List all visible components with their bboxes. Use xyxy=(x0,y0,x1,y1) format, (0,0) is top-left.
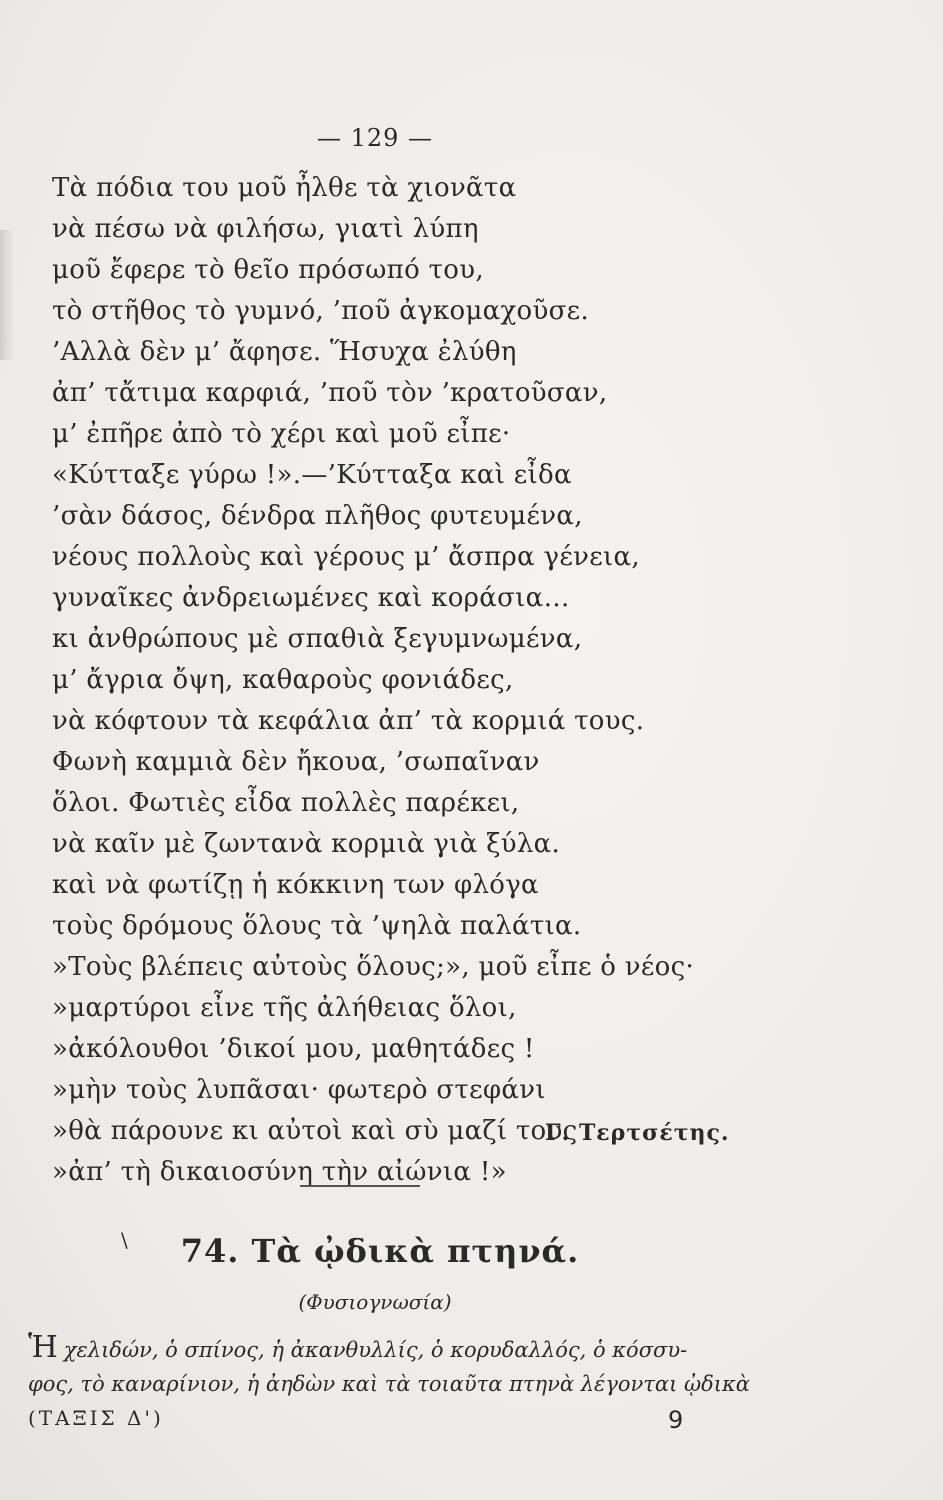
poem-line: νέους πολλοὺς καὶ γέρους μ’ ἄσπρα γένεια, xyxy=(52,542,640,572)
poem-line: μοῦ ἔφερε τὸ θεῖο πρόσωπό του, xyxy=(52,255,484,285)
poem-line: μ’ ἄγρια ὄψη, καθαροὺς φονιάδες, xyxy=(52,665,514,695)
poem-line: νὰ καῖν μὲ ζωντανὰ κορμιὰ γιὰ ξύλα. xyxy=(52,829,561,859)
poem-line: ὅλοι. Φωτιὲς εἶδα πολλὲς παρέκει, xyxy=(52,788,520,818)
poem-line: »ἀπ’ τὴ δικαιοσύνη τὴν αἰώνια !» xyxy=(52,1157,507,1187)
poem-line: ’Αλλὰ δὲν μ’ ἄφησε. Ἥσυχα ἐλύθη xyxy=(52,337,517,367)
section-divider xyxy=(300,1185,420,1187)
poem xyxy=(52,168,694,1193)
signature-number: 9 xyxy=(668,1406,684,1434)
poem-line: Τὰ πόδια του μοῦ ἦλθε τὰ χιονᾶτα xyxy=(52,173,517,203)
poem-line: «Κύτταξε γύρω !».—’Κύτταξα καὶ εἶδα xyxy=(52,460,572,490)
poem-line: νὰ κόφτουν τὰ κεφάλια ἀπ’ τὰ κορμιά τους. xyxy=(52,706,645,736)
poem-line: ἀπ’ τἄτιμα καρφιά, ’ποῦ τὸν ’κρατοῦσαν, xyxy=(52,378,608,408)
poem-line: »μὴν τοὺς λυπᾶσαι· φωτερὸ στεφάνι xyxy=(52,1075,546,1105)
prose-line xyxy=(28,1366,768,1402)
poem-line: γυναῖκες ἀνδρειωμένες καὶ κοράσια… xyxy=(52,583,570,613)
poem-line: »ἀκόλουθοι ’δικοί μου, μαθητάδες ! xyxy=(52,1034,535,1064)
poem-line: τὸ στῆθος τὸ γυμνό, ’ποῦ ἀγκομαχοῦσε. xyxy=(52,296,590,326)
poem-author: Γ. Τερτσέτης. xyxy=(545,1120,730,1146)
poem-line: »θὰ πάρουνε κι αὐτοὶ καὶ σὺ μαζί τους xyxy=(52,1116,578,1146)
poem-line: Φωνὴ καμμιὰ δὲν ἤκουα, ’σωπαῖναν xyxy=(52,747,540,777)
drop-cap: Ἡ xyxy=(28,1330,58,1365)
poem-line: νὰ πέσω νὰ φιλήσω, γιατὶ λύπη xyxy=(52,214,479,244)
section-title: 74. Τὰ ᾠδικὰ πτηνά. xyxy=(180,1232,580,1270)
page-number: — 129 — xyxy=(316,124,434,152)
poem-line: »Τοὺς βλέπεις αὐτοὺς ὅλους;», μοῦ εἶπε ὁ νέος· xyxy=(52,952,695,982)
page-binding-shadow xyxy=(0,230,14,360)
poem-line: μ’ ἐπῆρε ἀπὸ τὸ χέρι καὶ μοῦ εἶπε· xyxy=(52,419,511,449)
poem-line: τοὺς δρόμους ὅλους τὰ ’ψηλὰ παλάτια. xyxy=(52,911,582,941)
margin-mark: \ xyxy=(121,1228,128,1252)
poem-line: καὶ νὰ φωτίζῃ ἡ κόκκινη των φλόγα xyxy=(52,870,539,900)
signature-mark: (ΤΑΞΙΣ Δ') xyxy=(28,1406,164,1430)
poem-line: κι ἀνθρώπους μὲ σπαθιὰ ξεγυμνωμένα, xyxy=(52,624,583,654)
prose-text: χελιδών, ὁ σπίνος, ἡ ἀκανθυλλίς, ὁ κορυδαλλός, ὁ κόσσυ- xyxy=(63,1338,688,1362)
section-subtitle: (Φυσιογνωσία) xyxy=(298,1290,452,1314)
prose-text: φος, τὸ καναρίνιον, ἡ ἀηδὼν καὶ τὰ τοιαῦτα πτηνὰ λέγονται ᾠδικὰ xyxy=(28,1372,750,1396)
poem-line: ’σὰν δάσος, δένδρα πλῆθος φυτευμένα, xyxy=(52,501,583,531)
poem-line: »μαρτύροι εἶνε τῆς ἀλήθειας ὅλοι, xyxy=(52,993,517,1023)
prose-paragraph xyxy=(28,1330,768,1402)
prose-line xyxy=(28,1330,768,1366)
